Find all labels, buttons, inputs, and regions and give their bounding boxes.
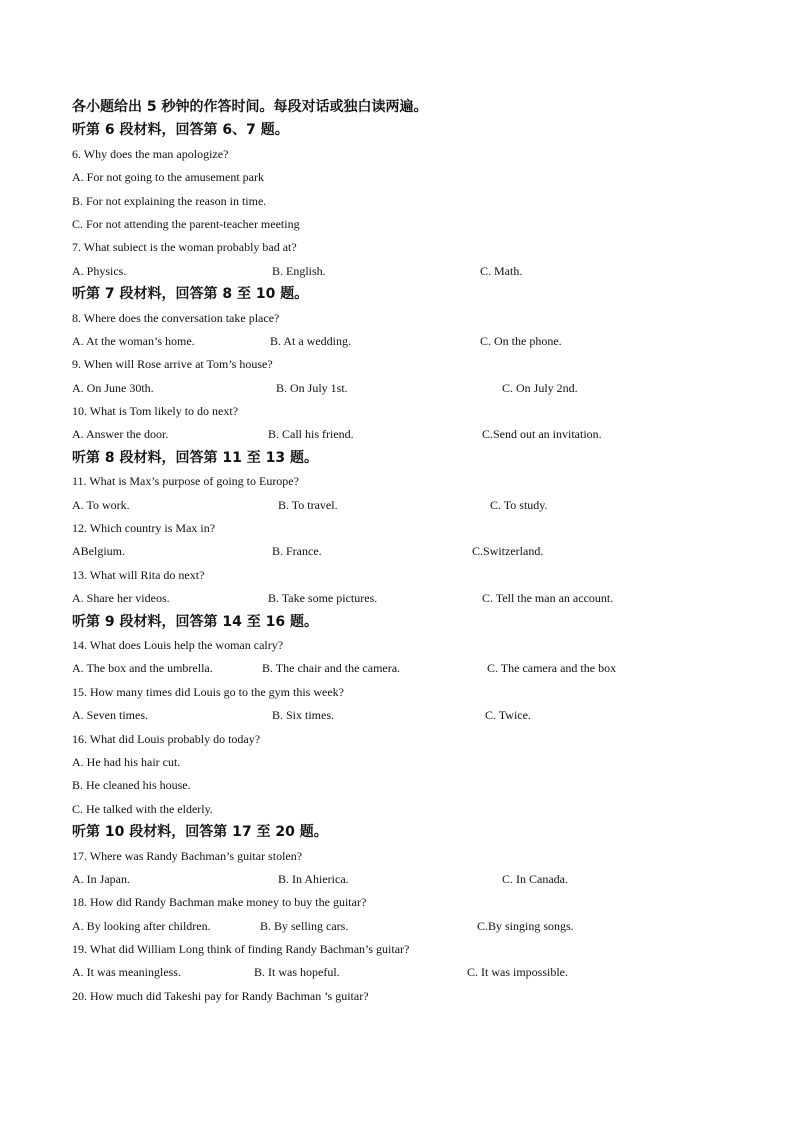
answer-option: A. On June 30th. <box>72 380 154 395</box>
answer-option: C. In Canada. <box>502 871 568 886</box>
section-heading: 听第 9 段材料，回答第 14 至 16 题。 <box>72 613 318 630</box>
options-row <box>72 494 752 517</box>
section-heading: 听第 6 段材料，回答第 6、7 题。 <box>72 122 289 139</box>
question-line: 20. How much did Takeshi pay for Randy Bachman ’s guitar? <box>72 988 369 1003</box>
options-row <box>72 868 752 891</box>
answer-option: C.Switzerland. <box>472 544 544 559</box>
answer-option: C. To study. <box>490 497 548 512</box>
question-line: 17. Where was Randy Bachman’s guitar stolen? <box>72 848 303 863</box>
section-heading: 听第 10 段材料，回答第 17 至 20 题。 <box>72 824 328 841</box>
options-row <box>72 423 752 446</box>
answer-option: B. France. <box>272 544 322 559</box>
question-line: C. For not attending the parent-teacher meeting <box>72 216 300 231</box>
answer-option: C. On July 2nd. <box>502 380 578 395</box>
answer-option: B. In Ahierica. <box>278 871 349 886</box>
options-row <box>72 915 752 938</box>
answer-option: C. Tell the man an account. <box>482 591 614 606</box>
question-line: C. He talked with the elderly. <box>72 801 213 816</box>
question-line: B. For not explaining the reason in time. <box>72 193 267 208</box>
options-row <box>72 540 752 563</box>
question-line: 8. Where does the conversation take place? <box>72 310 280 325</box>
answer-option: B. At a wedding. <box>270 333 351 348</box>
question-line: 7. What subiect is the woman probably bad at? <box>72 240 297 255</box>
section-heading: 听第 7 段材料，回答第 8 至 10 题。 <box>72 286 309 303</box>
answer-option: B. Six times. <box>272 708 335 723</box>
question-line: 19. What did William Long think of finding Randy Bachman’s guitar? <box>72 942 410 957</box>
section-heading: 听第 8 段材料，回答第 11 至 13 题。 <box>72 449 318 466</box>
answer-option: B. English. <box>272 263 326 278</box>
answer-option: B. The chair and the camera. <box>262 661 401 676</box>
answer-option: B. To travel. <box>278 497 338 512</box>
options-row <box>72 704 752 727</box>
answer-option: A. Answer the door. <box>72 427 169 442</box>
options-row <box>72 260 752 283</box>
answer-option: A. Seven times. <box>72 708 148 723</box>
question-line: 16. What did Louis probably do today? <box>72 731 261 746</box>
question-line: 15. How many times did Louis go to the gym this week? <box>72 684 344 699</box>
answer-option: ABelgium. <box>72 544 125 559</box>
answer-option: A. Share her videos. <box>72 591 170 606</box>
section-heading: 各小题给出 5 秒钟的作答时间。每段对话或独白读两遍。 <box>72 99 428 115</box>
options-row <box>72 377 752 400</box>
answer-option: A. In Japan. <box>72 871 130 886</box>
options-row <box>72 961 752 984</box>
document-page <box>72 96 752 1008</box>
question-line: 11. What is Max’s purpose of going to Europe? <box>72 474 299 489</box>
answer-option: A. Physics. <box>72 263 127 278</box>
answer-option: C. It was impossible. <box>467 965 568 980</box>
question-line: 6. Why does the man apologize? <box>72 146 229 161</box>
answer-option: C. Twice. <box>485 708 531 723</box>
answer-option: B. Take some pictures. <box>268 591 378 606</box>
options-row <box>72 330 752 353</box>
question-line: 18. How did Randy Bachman make money to buy the guitar? <box>72 895 367 910</box>
answer-option: B. It was hopeful. <box>254 965 340 980</box>
answer-option: C. Math. <box>480 263 523 278</box>
question-line: A. He had his hair cut. <box>72 754 181 769</box>
answer-option: B. On July 1st. <box>276 380 348 395</box>
answer-option: B. By selling cars. <box>260 918 349 933</box>
answer-option: C. The camera and the box <box>487 661 617 676</box>
answer-option: C.By singing songs. <box>477 918 574 933</box>
question-line: 12. Which country is Max in? <box>72 521 216 536</box>
options-row <box>72 587 752 610</box>
question-line: 10. What is Tom likely to do next? <box>72 404 239 419</box>
question-line: 14. What does Louis help the woman calry? <box>72 637 284 652</box>
answer-option: A. It was meaningless. <box>72 965 181 980</box>
question-line: A. For not going to the amusement park <box>72 170 264 185</box>
answer-option: A. By looking after children. <box>72 918 211 933</box>
answer-option: A. At the woman’s home. <box>72 333 195 348</box>
question-line: B. He cleaned his house. <box>72 778 191 793</box>
answer-option: A. The box and the umbrella. <box>72 661 213 676</box>
answer-option: C. On the phone. <box>480 333 562 348</box>
question-line: 13. What will Rita do next? <box>72 567 205 582</box>
answer-option: B. Call his friend. <box>268 427 354 442</box>
options-row <box>72 657 752 680</box>
answer-option: A. To work. <box>72 497 130 512</box>
answer-option: C.Send out an invitation. <box>482 427 602 442</box>
question-line: 9. When will Rose arrive at Tom’s house? <box>72 357 273 372</box>
